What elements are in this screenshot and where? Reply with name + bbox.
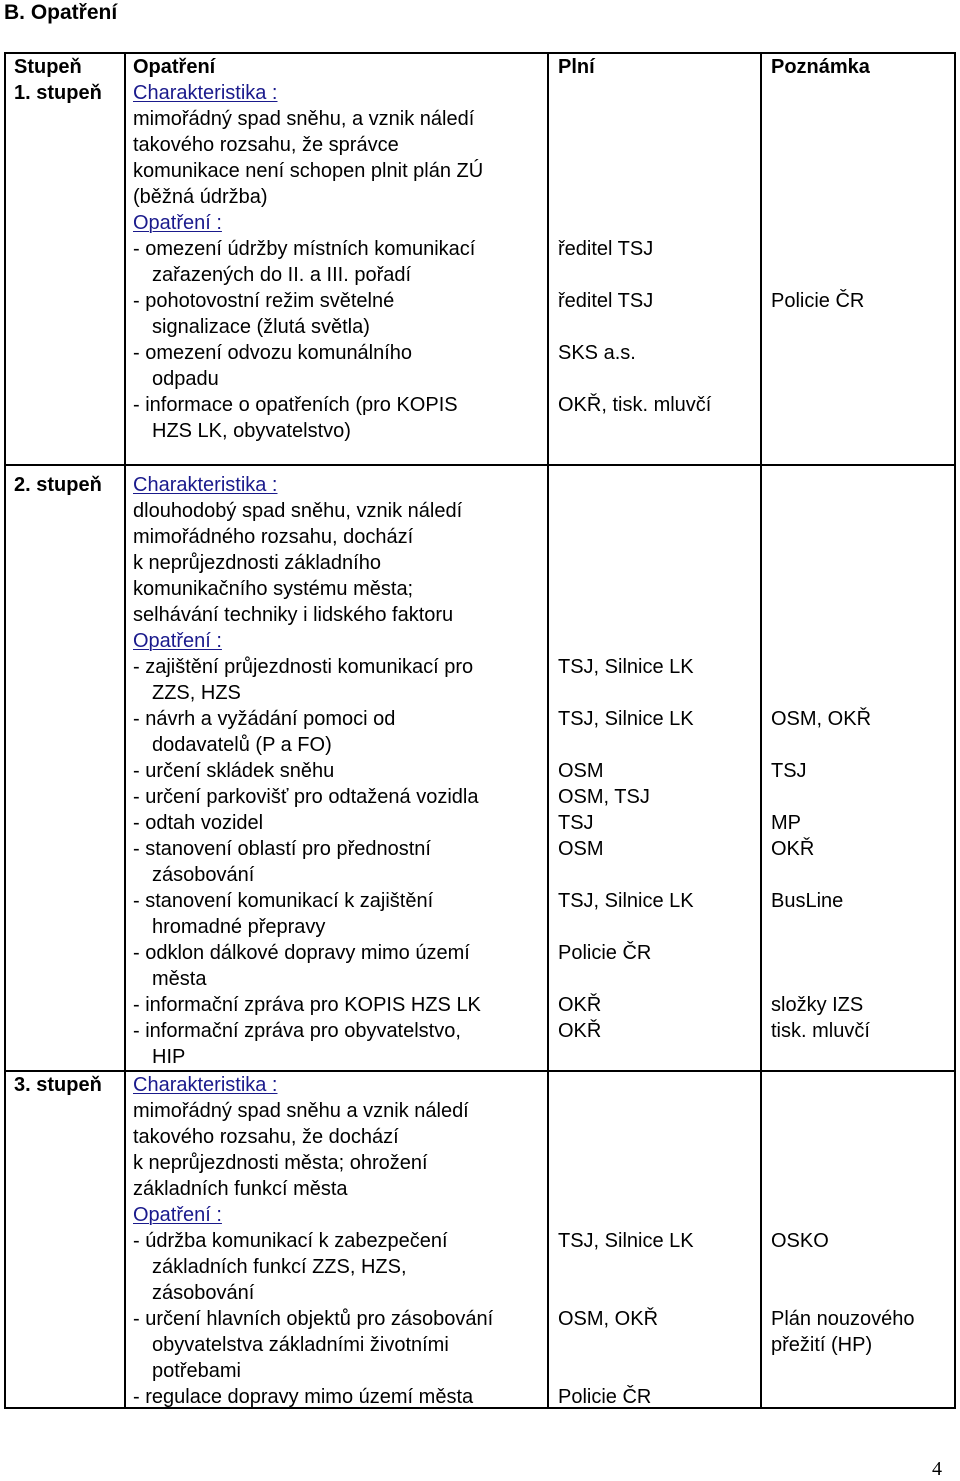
measure-text: - určení hlavních objektů pro zásobování [133,1308,494,1330]
measure-text: - údržba komunikací k zabezpečení [133,1230,448,1252]
measure-text: odpadu [152,368,219,390]
measure-text: - omezení údržby místních komunikací [133,238,476,260]
characteristic-text: mimořádný spad sněhu a vznik náledí [133,1100,469,1122]
measure-text: zásobování [152,864,255,886]
characteristic-text: k neprůjezdnosti města; ohrožení [133,1152,428,1174]
stage-label: 3. stupeň [14,1074,102,1096]
measure-text: - omezení odvozu komunálního [133,342,413,364]
responsible-text: OKŘ [558,994,602,1016]
responsible-text: OSM [558,838,604,860]
note-text: OKŘ [771,838,815,860]
characteristic-text: základních funkcí města [133,1178,348,1200]
responsible-text: OSM, TSJ [558,786,650,808]
measure-text: potřebami [152,1360,241,1382]
characteristic-text: k neprůjezdnosti základního [133,552,381,574]
responsible-text: OKŘ [558,1020,602,1042]
characteristic-text: komunikace není schopen plnit plán ZÚ [133,160,484,182]
responsible-text: Policie ČR [558,1386,652,1408]
column-header-stage: Stupeň [14,56,82,78]
column-header-responsible: Plní [558,56,595,78]
measure-text: dodavatelů (P a FO) [152,734,332,756]
note-text: BusLine [771,890,844,912]
note-text: TSJ [771,760,807,782]
measure-text: - zajištění průjezdnosti komunikací pro [133,656,474,678]
characteristic-text: takového rozsahu, že dochází [133,1126,399,1148]
characteristic-text: (běžná údržba) [133,186,268,208]
measure-text: - určení parkovišť pro odtažená vozidla [133,786,479,808]
note-text: OSKO [771,1230,829,1252]
characteristic-text: mimořádného rozsahu, dochází [133,526,414,548]
measure-text: - určení skládek sněhu [133,760,335,782]
responsible-text: TSJ, Silnice LK [558,1230,694,1252]
note-text: MP [771,812,801,834]
measure-text: obyvatelstva základními životními [152,1334,449,1356]
responsible-text: TSJ, Silnice LK [558,656,694,678]
column-divider [547,54,549,1407]
responsible-text: OSM, OKŘ [558,1308,659,1330]
characteristic-text: takového rozsahu, že správce [133,134,399,156]
measure-text: signalizace (žlutá světla) [152,316,370,338]
measure-text: základních funkcí ZZS, HZS, [152,1256,407,1278]
measure-text: - odklon dálkové dopravy mimo území [133,942,470,964]
measure-text: - stanovení komunikací k zajištění [133,890,434,912]
characteristic-text: selhávání techniky i lidského faktoru [133,604,454,626]
row-divider [6,464,954,466]
characteristic-label: Charakteristika : [133,1074,278,1096]
characteristic-label: Charakteristika : [133,82,278,104]
measure-text: města [152,968,207,990]
responsible-text: Policie ČR [558,942,652,964]
column-divider [124,54,126,1407]
measure-text: hromadné přepravy [152,916,326,938]
note-text: Policie ČR [771,290,865,312]
stage-label: 1. stupeň [14,82,102,104]
measure-text: - informační zpráva pro obyvatelstvo, [133,1020,461,1042]
measure-text: - návrh a vyžádání pomoci od [133,708,396,730]
responsible-text: ředitel TSJ [558,238,654,260]
characteristic-text: dlouhodobý spad sněhu, vznik náledí [133,500,463,522]
characteristic-text: mimořádný spad sněhu, a vznik náledí [133,108,475,130]
measures-table [4,52,956,1409]
measure-text: - informace o opatřeních (pro KOPIS [133,394,458,416]
stage-label: 2. stupeň [14,474,102,496]
characteristic-text: komunikačního systému města; [133,578,414,600]
measure-text: zásobování [152,1282,255,1304]
measure-text: - pohotovostní režim světelné [133,290,395,312]
responsible-text: TSJ [558,812,594,834]
measure-text: HIP [152,1046,186,1068]
responsible-text: ředitel TSJ [558,290,654,312]
responsible-text: TSJ, Silnice LK [558,890,694,912]
column-divider [760,54,762,1407]
measure-text: - stanovení oblastí pro přednostní [133,838,431,860]
measure-text: HZS LK, obyvatelstvo) [152,420,351,442]
characteristic-label: Charakteristika : [133,474,278,496]
note-text: složky IZS [771,994,864,1016]
note-text: přežití (HP) [771,1334,873,1356]
column-header-measure: Opatření [133,56,216,78]
responsible-text: OSM [558,760,604,782]
measures-label: Opatření : [133,1204,222,1226]
responsible-text: SKS a.s. [558,342,636,364]
measures-label: Opatření : [133,212,222,234]
responsible-text: TSJ, Silnice LK [558,708,694,730]
measure-text: zařazených do II. a III. pořadí [152,264,412,286]
note-text: Plán nouzového [771,1308,915,1330]
measure-text: - regulace dopravy mimo území města [133,1386,474,1408]
measure-text: - informační zpráva pro KOPIS HZS LK [133,994,481,1016]
measures-label: Opatření : [133,630,222,652]
section-heading: B. Opatření [4,1,118,24]
note-text: OSM, OKŘ [771,708,872,730]
responsible-text: OKŘ, tisk. mluvčí [558,394,712,416]
note-text: tisk. mluvčí [771,1020,870,1042]
measure-text: ZZS, HZS [152,682,241,704]
column-header-note: Poznámka [771,56,870,78]
page-number: 4 [932,1458,942,1480]
measure-text: - odtah vozidel [133,812,264,834]
